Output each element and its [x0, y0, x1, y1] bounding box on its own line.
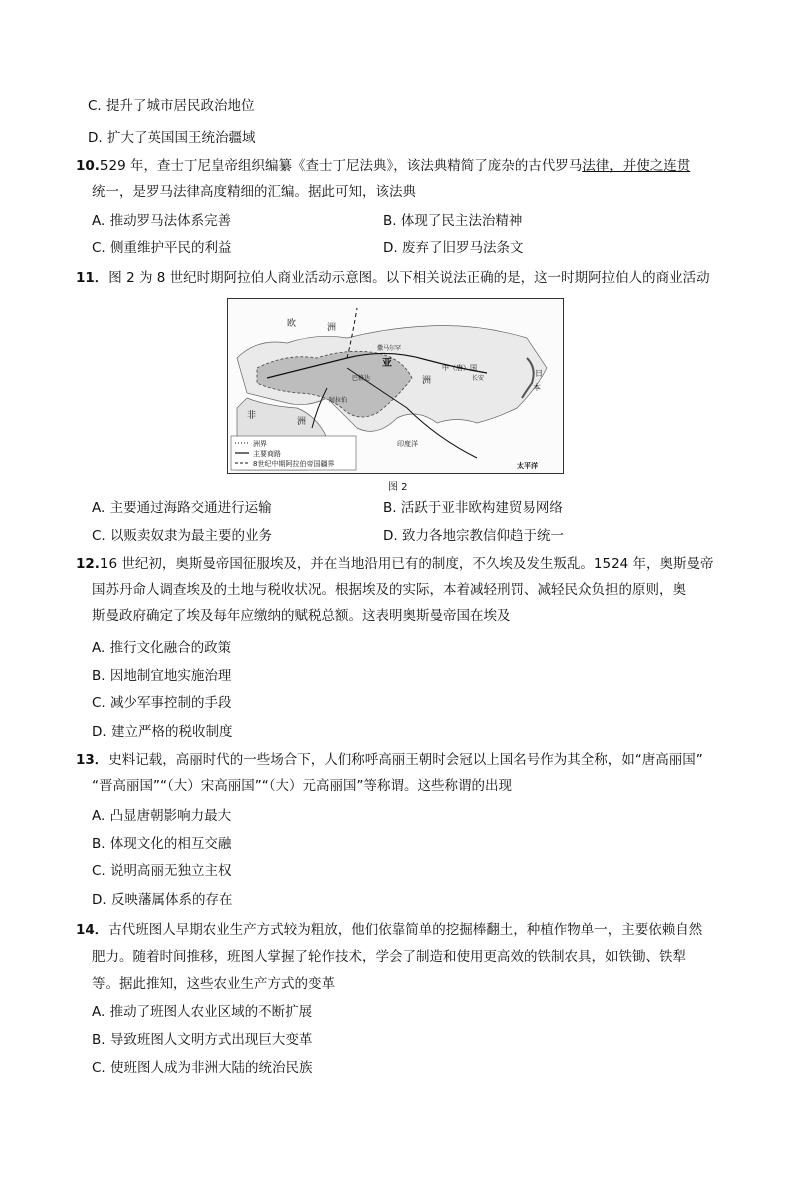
- trade-map-figure: [227, 298, 564, 474]
- map-label: 巴格达: [352, 375, 371, 382]
- map-label: 洲: [422, 376, 432, 386]
- option-d: D. 废弃了旧罗马法条文: [383, 240, 524, 256]
- option-d: D. 致力各地宗教信仰趋于统一: [383, 528, 564, 544]
- legend-trade-route: 主要商路: [253, 450, 281, 458]
- option-c: C. 说明高丽无独立主权: [92, 863, 232, 879]
- map-label: 洲: [327, 323, 337, 333]
- map-label: 中（唐）国: [442, 364, 477, 372]
- option-b: B. 导致班图人文明方式出现巨大变革: [92, 1032, 313, 1048]
- figure-caption: 图 2: [388, 482, 408, 493]
- map-label: 日: [535, 369, 543, 378]
- option-a: A. 推动罗马法体系完善: [92, 213, 232, 229]
- map-label: 太平洋: [517, 462, 538, 470]
- map-label: 本: [533, 383, 541, 392]
- question-13-line2: “晋高丽国”“（大）宋高丽国”“（大）元高丽国”等称谓。这些称谓的出现: [92, 778, 512, 794]
- map-label: 亚: [382, 358, 392, 369]
- option-b: B. 活跃于亚非欧构建贸易网络: [383, 500, 563, 516]
- option-a: A. 主要通过海路交通进行运输: [92, 500, 272, 516]
- question-11-line1: 11．图 2 为 8 世纪时期阿拉伯人商业活动示意图。以下相关说法正确的是，这一时期阿拉伯人的商业活动: [76, 270, 710, 286]
- option-c: C. 侧重维护平民的利益: [92, 240, 232, 256]
- map-label: 洲: [297, 417, 307, 427]
- question-12-line2: 国苏丹命人调查埃及的土地与税收状况。根据埃及的实际，本着减轻刑罚、减轻民众负担的原则，奥: [92, 582, 686, 598]
- question-14-line1: 14．古代班图人早期农业生产方式较为粗放，他们依靠简单的挖掘棒翻土，种植作物单一，主要依赖自然: [76, 922, 703, 938]
- option-d: D. 建立严格的税收制度: [92, 724, 233, 740]
- map-label: 长安: [472, 375, 485, 382]
- option-c: C. 使班图人成为非洲大陆的统治民族: [92, 1060, 313, 1076]
- question-number: 10.: [76, 158, 100, 174]
- option-b: B. 因地制宜地实施治理: [92, 668, 232, 684]
- option-b: B. 体现文化的相互交融: [92, 836, 232, 852]
- option-d: D. 扩大了英国国王统治疆域: [88, 130, 256, 146]
- question-12-line1: 12.16 世纪初，奥斯曼帝国征服埃及，并在当地沿用已有的制度，不久埃及发生叛乱。1524 年，奥斯曼帝: [76, 556, 714, 572]
- legend-continent-border: 洲界: [253, 440, 267, 448]
- option-b: B. 体现了民主法治精神: [383, 213, 523, 229]
- option-c: C. 提升了城市居民政治地位: [88, 98, 255, 114]
- question-10-line1: 10.529 年，查士丁尼皇帝组织编纂《查士丁尼法典》，该法典精简了庞杂的古代罗马法律，并使之连贯: [76, 158, 691, 174]
- legend-empire-border: 8世纪中期阿拉伯帝国疆界: [253, 460, 335, 468]
- question-13-line1: 13．史料记载，高丽时代的一些场合下，人们称呼高丽王朝时会冠以上国名号作为其全称，如“唐高丽国”: [76, 752, 703, 768]
- option-a: A. 凸显唐朝影响力最大: [92, 808, 232, 824]
- option-a: A. 推动了班图人农业区域的不断扩展: [92, 1004, 313, 1020]
- option-c: C. 减少军事控制的手段: [92, 695, 232, 711]
- question-10-line2: 统一，是罗马法律高度精细的汇编。据此可知，该法典: [92, 184, 416, 200]
- map-label: 欧: [287, 319, 297, 329]
- map-label: 阿拉伯: [329, 397, 348, 404]
- map-label: 印度洋: [397, 440, 418, 448]
- map-label: 撒马尔罕: [377, 345, 402, 352]
- question-14-line3: 等。据此推知，这些农业生产方式的变革: [92, 976, 335, 992]
- question-14-line2: 肥力。随着时间推移，班图人掌握了轮作技术，学会了制造和使用更高效的铁制农具，如铁锄、铁犁: [92, 949, 686, 965]
- option-d: D. 反映藩属体系的存在: [92, 892, 233, 908]
- option-a: A. 推行文化融合的政策: [92, 640, 232, 656]
- question-12-line3: 斯曼政府确定了埃及每年应缴纳的赋税总额。这表明奥斯曼帝国在埃及: [92, 608, 511, 624]
- option-c: C. 以贩卖奴隶为最主要的业务: [92, 528, 273, 544]
- map-label: 非: [247, 411, 257, 421]
